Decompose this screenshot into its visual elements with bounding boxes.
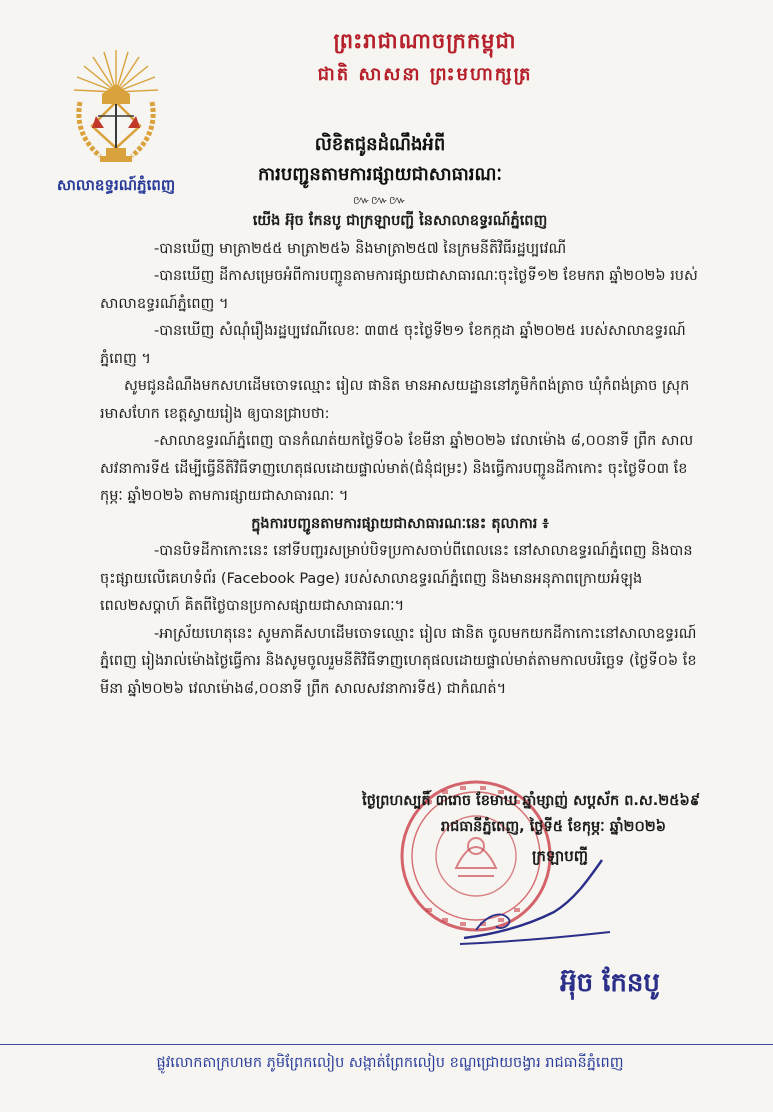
place-date-line: រាជធានីភ្នំពេញ, ថ្ងៃទី៥ ខែកុម្ភៈ ឆ្នាំ២០២៦ [440, 819, 666, 835]
document-body [100, 208, 700, 703]
document-subtitle: ការបញ្ជូនតាមការផ្សាយជាសាធារណៈ [258, 164, 502, 185]
signer-name: អ៊ុច កែនបូ [560, 968, 660, 998]
court-emblem-icon [66, 44, 166, 172]
title-ornament: ៚៚៚ [353, 193, 407, 207]
reference-decision: -បានឃើញ ដីកាសម្រេចអំពីការបញ្ជូនតាមការផ្សាយជាសាធារណៈចុះថ្ងៃទី១២ ខែមករា ឆ្នាំ២០២៦ របស់សាលាឧទ្ធរណ៍ភ្នំពេញ ។ [100, 268, 698, 312]
reference-article: -បានឃើញ មាត្រា២៥៥ មាត្រា២៥៦ និងមាត្រា២៥៧ នៃក្រមនីតិវិធីរដ្ឋប្បវេណី [154, 240, 567, 257]
national-motto: ជាតិ សាសនា ព្រះមហាក្សត្រ [317, 64, 533, 85]
reference-case-file: -បានឃើញ សំណុំរឿងរដ្ឋប្បវេណីលេខៈ ៣៣៥ ចុះថ្ងៃទី២១ ខែកក្កដា ឆ្នាំ២០២៥ របស់សាលាឧទ្ធរណ៍ភ្នំពេញ ។ [100, 323, 686, 367]
clerk-intro: យើង អ៊ុច កែនបូ ជាក្រឡាបញ្ជី នៃសាលាឧទ្ធរណ៍ភ្នំពេញ [252, 213, 548, 229]
handwritten-signature-icon [456, 856, 616, 948]
attendance-request: -អាស្រ័យហេតុនេះ សូមភាគីសហដើមចោទឈ្មោះ រៀល ផានិត ចូលមកយកដីកាកោះនៅសាលាឧទ្ធរណ៍ភ្នំពេញ រៀងរាល់ម៉ោងថ្ងៃធ្វើការ និងសូមចូលរួមនីតិវិធីទាញហេតុផលដោយផ្ទាល់មាត់តាមកាលបរិច្ឆេទ (ថ្ងៃទី០៦ ខែមីនា ឆ្នាំ២០២៦ វេលាម៉ោង៨,០០នាទី ព្រឹក សាលសវនាការទី៥) ជាកំណត់។ [100, 625, 697, 697]
lunar-date-line: ថ្ងៃព្រហស្បតិ៍ ៣រោច ខែមាឃ ឆ្នាំម្សាញ់ សប្តស័ក ព.ស.២៥៦៩ [362, 793, 700, 809]
notice-recipient: សូមជូនដំណឹងមកសហដើមចោទឈ្មោះ រៀល ផានិត មានអាសយដ្ឋាននៅភូមិកំពង់ត្រាច ឃុំកំពង់ត្រាច ស្រុករមាសហែក ខេត្តស្វាយរៀង ឲ្យបានជ្រាបថា: [100, 378, 690, 422]
court-action-heading: ក្នុងការបញ្ជូនតាមការផ្សាយជាសាធារណៈនេះ តុលាការ ៖ [251, 515, 549, 532]
kingdom-heading: ព្រះរាជាណាចក្រកម្ពុជា [333, 29, 517, 53]
footer-divider [0, 1044, 773, 1045]
hearing-schedule: -សាលាឧទ្ធរណ៍ភ្នំពេញ បានកំណត់យកថ្ងៃទី០៦ ខែមីនា ឆ្នាំ២០២៦ វេលាម៉ោង ៨,០០នាទី ព្រឹក សាលសវនាការទី៥ ដើម្បីធ្វើនីតិវិធីទាញហេតុផលដោយផ្ទាល់មាត់(ជំនុំជម្រះ) និងធ្វើការបញ្ជូនដីកាកោះ ចុះថ្ងៃទី០៣ ខែកុម្ភៈ ឆ្នាំ២០២៦ តាមការផ្សាយជាសាធារណៈ ។ [100, 433, 694, 504]
court-name: សាលាឧទ្ធរណ៍ភ្នំពេញ [56, 176, 176, 194]
posting-notice: -បានបិទដីកាកោះនេះ នៅទីបញ្ជរសម្រាប់បិទប្រកាសចាប់ពីពេលនេះ នៅសាលាឧទ្ធរណ៍ភ្នំពេញ និងបានចុះផ្សាយលើគេហទំព័រ (Facebook Page) របស់សាលាឧទ្ធរណ៍ភ្នំពេញ និងមានអនុភាពក្រោយអំឡុងពេល២សប្តាហ៍ គិតពីថ្ងៃបានប្រកាសផ្សាយជាសាធារណៈ។ [100, 543, 693, 614]
signer-title: ក្រឡាបញ្ជី [531, 847, 589, 865]
document-title: លិខិតជូនដំណឹងអំពី [314, 134, 446, 155]
footer-address: ផ្លូវលោកតាក្រហមក ភូមិព្រែកលៀប សង្កាត់ព្រែកលៀប ខណ្ឌជ្រោយចង្វារ រាជធានីភ្នំពេញ [156, 1055, 624, 1071]
